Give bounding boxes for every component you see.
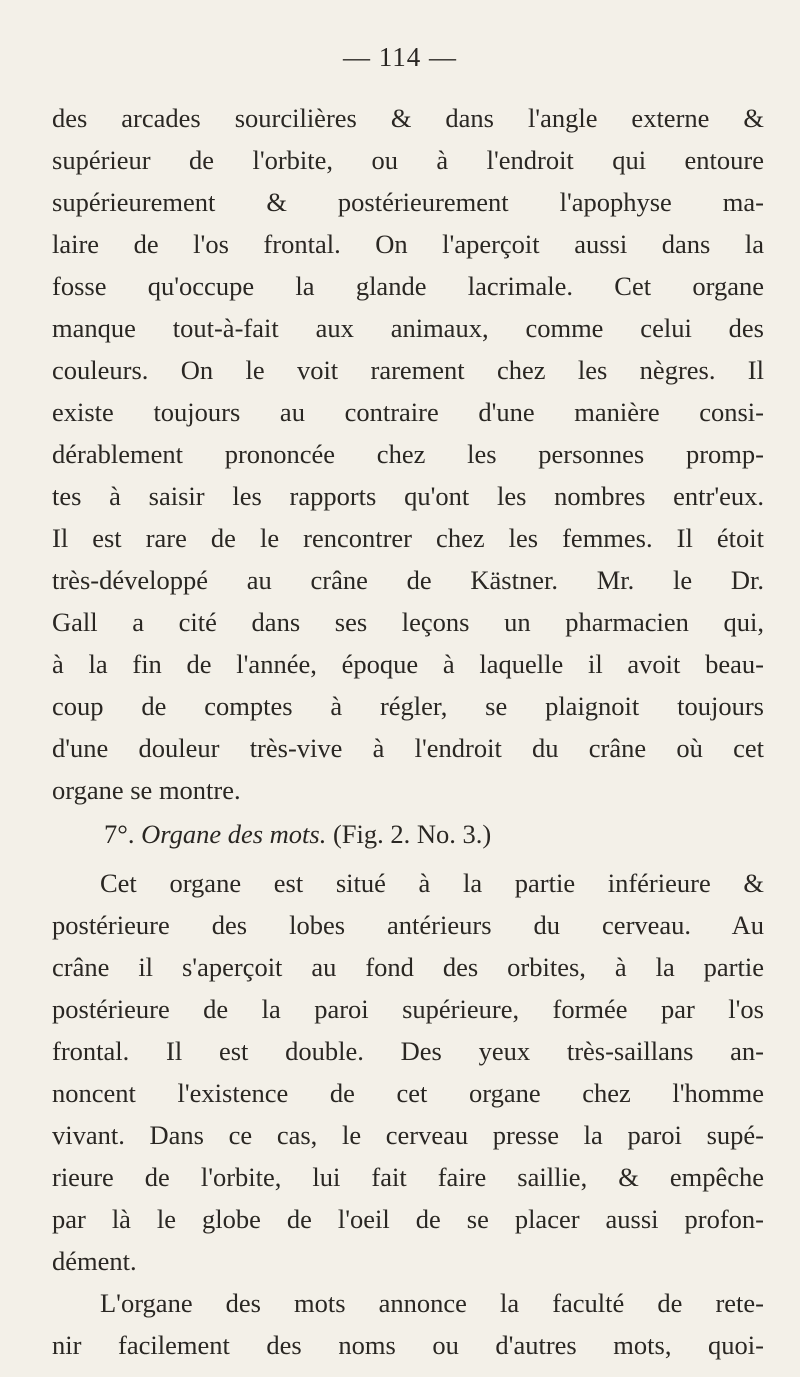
text-line: L'organe des mots annonce la faculté de rete-	[100, 1288, 764, 1318]
section-heading	[52, 813, 764, 855]
text-line: coup de comptes à régler, se plaignoit toujours	[52, 691, 764, 721]
text-line: fosse qu'occupe la glande lacrimale. Cet organe	[52, 271, 764, 301]
text-line: manque tout-à-fait aux animaux, comme celui des	[52, 313, 764, 343]
text-line: Gall a cité dans ses leçons un pharmacien qui,	[52, 607, 764, 637]
text-line: postérieure des lobes antérieurs du cerveau. Au	[52, 910, 764, 940]
text-line: noncent l'existence de cet organe chez l'homme	[52, 1078, 764, 1108]
paragraph-3	[52, 1282, 764, 1366]
text-line: vivant. Dans ce cas, le cerveau presse la paroi supé-	[52, 1120, 764, 1150]
text-line: laire de l'os frontal. On l'aperçoit aussi dans la	[52, 229, 764, 259]
text-line: à la fin de l'année, époque à laquelle il avoit beau-	[52, 649, 764, 679]
text-line: par là le globe de l'oeil de se placer aussi profon-	[52, 1204, 764, 1234]
text-line: très-développé au crâne de Kästner. Mr. le Dr.	[52, 565, 764, 595]
text-line: Cet organe est situé à la partie inférieure &	[100, 868, 764, 898]
text-line: dérablement prononcée chez les personnes promp-	[52, 439, 764, 469]
section-number: 7°.	[104, 819, 135, 849]
paragraph-2	[52, 862, 764, 1282]
text-line: supérieur de l'orbite, ou à l'endroit qui entoure	[52, 145, 764, 175]
text-line: crâne il s'aperçoit au fond des orbites, à la partie	[52, 952, 764, 982]
section-title: Organe des mots.	[141, 819, 327, 849]
text-line: frontal. Il est double. Des yeux très-saillans an-	[52, 1036, 764, 1066]
section-title-line	[52, 813, 764, 855]
text-line: supérieurement & postérieurement l'apophyse ma-	[52, 187, 764, 217]
page-number: — 114 —	[343, 42, 457, 72]
text-line: couleurs. On le voit rarement chez les nègres. Il	[52, 355, 764, 385]
text-line: organe se montre.	[52, 775, 241, 805]
text-line: des arcades sourcilières & dans l'angle externe &	[52, 103, 764, 133]
text-line: postérieure de la paroi supérieure, formée par l'os	[52, 994, 764, 1024]
figure-reference: (Fig. 2. No. 3.)	[332, 819, 492, 849]
text-line: existe toujours au contraire d'une manière consi-	[52, 397, 764, 427]
text-line: d'une douleur très-vive à l'endroit du crâne où cet	[52, 733, 764, 763]
text-line: tes à saisir les rapports qu'ont les nombres entr'eux.	[52, 481, 764, 511]
text-line: dément.	[52, 1246, 137, 1276]
text-line: rieure de l'orbite, lui fait faire saillie, & empêche	[52, 1162, 764, 1192]
text-line: nir facilement des noms ou d'autres mots, quoi-	[52, 1330, 764, 1360]
paragraph-1	[52, 97, 764, 811]
text-line: Il est rare de le rencontrer chez les femmes. Il étoit	[52, 523, 764, 553]
